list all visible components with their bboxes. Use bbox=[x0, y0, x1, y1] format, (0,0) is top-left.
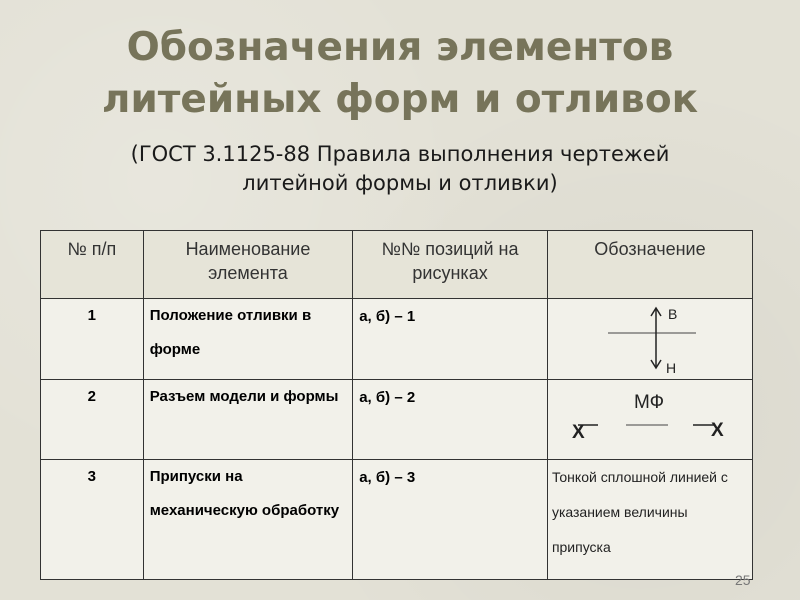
bottom-mark-label: Н bbox=[665, 360, 677, 376]
slide-title bbox=[0, 22, 800, 126]
element-name: Припуски на механическую обработку bbox=[143, 459, 353, 579]
page-number: 25 bbox=[735, 572, 751, 588]
table-row bbox=[41, 299, 753, 380]
table-row bbox=[41, 380, 753, 459]
header-number: № п/п bbox=[41, 231, 144, 299]
header-positions: №№ позиций на рисунках bbox=[353, 231, 548, 299]
right-x-mark: Х bbox=[710, 420, 724, 442]
parting-line-symbol bbox=[547, 380, 752, 459]
table-row bbox=[41, 459, 753, 579]
top-mark-label: В bbox=[667, 306, 678, 322]
row-number: 1 bbox=[41, 299, 144, 380]
up-down-arrow-icon bbox=[548, 299, 745, 377]
casting-position-symbol bbox=[547, 299, 752, 380]
subtitle bbox=[60, 140, 740, 198]
table-header-row bbox=[41, 231, 753, 299]
positions-cell: а, б) – 3 bbox=[353, 459, 548, 579]
positions-cell: а, б) – 2 bbox=[353, 380, 548, 459]
parting-label: МФ bbox=[633, 392, 664, 414]
element-name: Положение отливки в форме bbox=[143, 299, 353, 380]
row-number: 2 bbox=[41, 380, 144, 459]
title-line-2: литейных форм и отливок bbox=[101, 77, 699, 122]
subtitle-line-1: (ГОСТ 3.1125-88 Правила выполнения чертежей bbox=[130, 142, 670, 166]
designations-table bbox=[40, 230, 753, 580]
positions-cell: а, б) – 1 bbox=[353, 299, 548, 380]
element-name: Разъем модели и формы bbox=[143, 380, 353, 459]
header-element-name: Наименование элемента bbox=[143, 231, 353, 299]
designation-description: Тонкой сплошной линией с указанием величины припуска bbox=[547, 459, 752, 579]
subtitle-line-2: литейной формы и отливки) bbox=[242, 171, 558, 195]
row-number: 3 bbox=[41, 459, 144, 579]
title-line-1: Обозначения элементов bbox=[126, 25, 674, 70]
left-x-mark: Х bbox=[571, 422, 585, 444]
header-designation: Обозначение bbox=[547, 231, 752, 299]
parting-line-icon bbox=[548, 380, 745, 456]
